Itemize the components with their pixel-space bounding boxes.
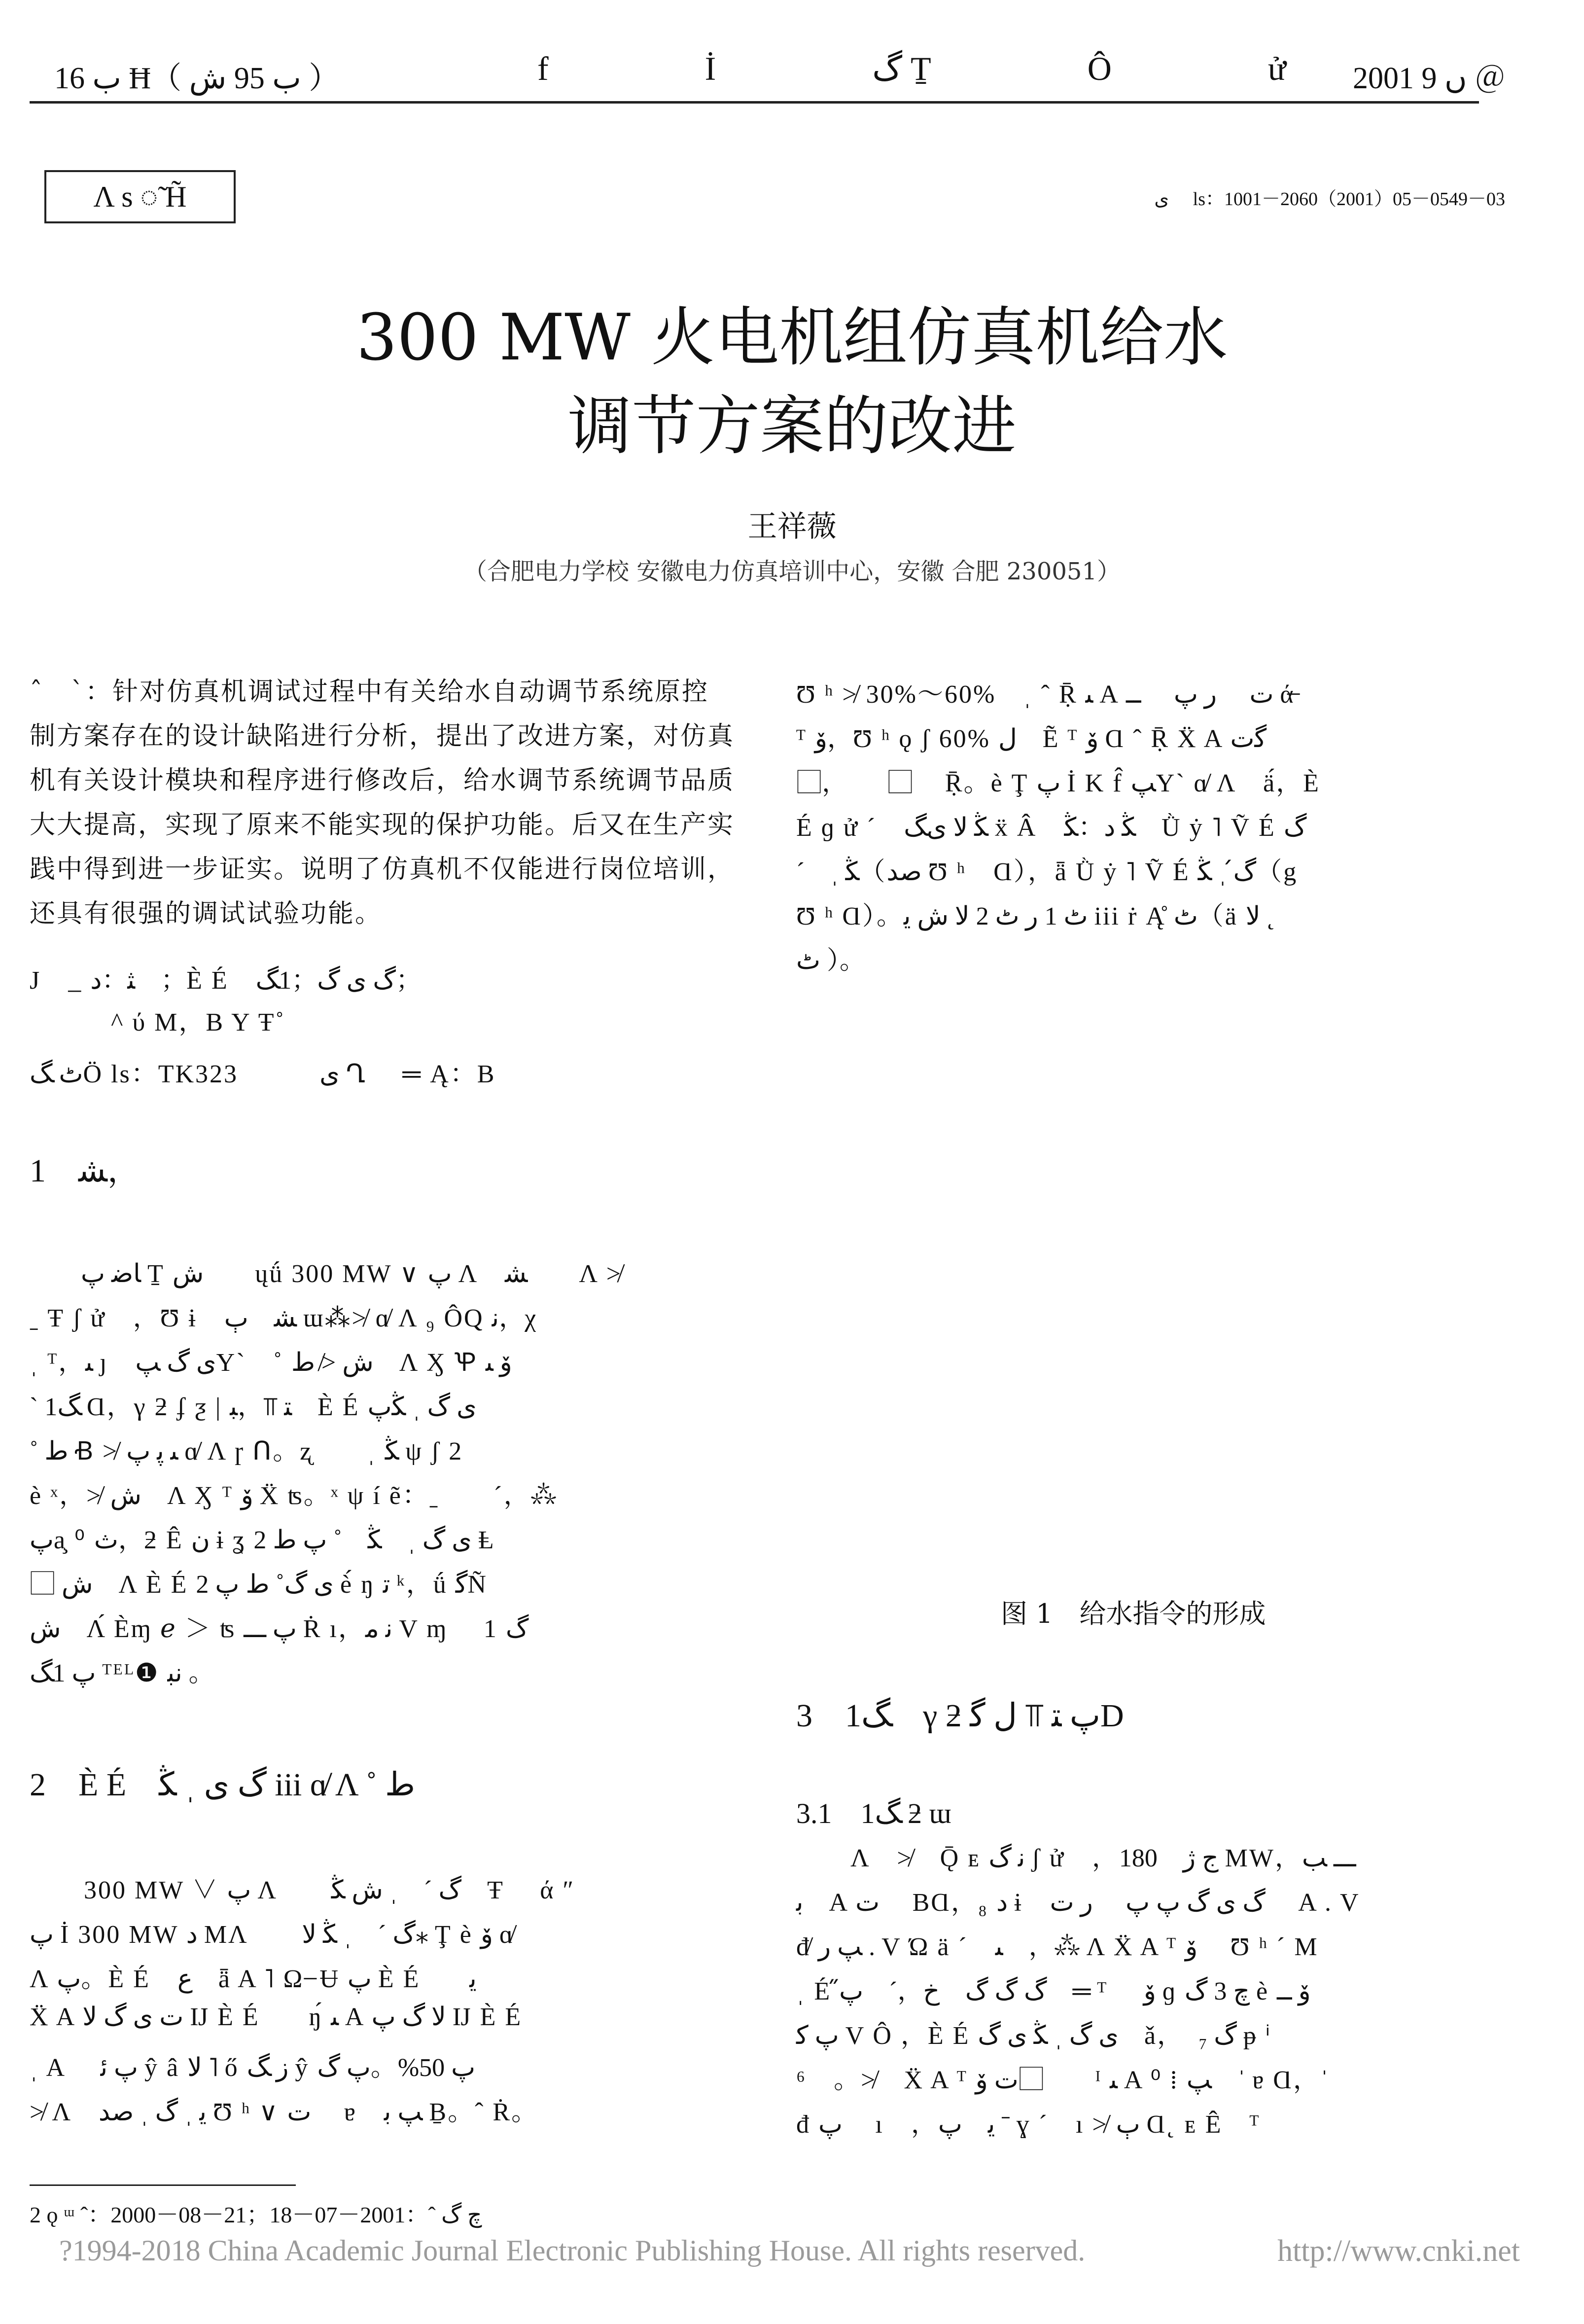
abstract-line: 机有关设计模块和程序进行修改后，给水调节系统调节品质 <box>30 766 735 795</box>
body-line: đ̸ ﭗ ﺭ . V Ώ ä ˊ ﯩ ，⁂ Λ Ẍ A ᵀ ﯙ ⃞ Ʊ ʰ ˊ M <box>796 1933 1319 1961</box>
body-line: ≯ Λ ﻳ ˌ گ ˌ ﺻﺪ Ʊ ʰ ∨ ﺕ ⃞ ɐ ﭗ ﺑ Ḇ。ˆ Ṙ。 <box>30 2098 539 2126</box>
footnote-rule <box>30 2184 296 2186</box>
abstract-line: 践中得到进一步证实。说明了仿真机不仅能进行岗位培训， <box>30 855 735 884</box>
body-line: ˌ É ﮒ گ گ ﺥ，ˊ ﭖ̋ ═ ᵀ ⃞ ﯙ ɡ ﭺ 3 ﮒ è ﯙ ــ ⃞ <box>796 1977 1338 2005</box>
body-line: ⃞，ﭖ⃞ ⃞ Ṝ。è Ţ ﭖ İ K f̂ ﭗY` ɑ̸ Λ ä́，È <box>796 769 1320 797</box>
running-header-right: 2001 ں 9 ＠ <box>1352 62 1505 95</box>
abstract-line: 大大提高，实现了原来不能实现的保护功能。后又在生产实 <box>30 810 735 840</box>
body-line: ˋ 1ﮓ Ɑ，γ ƻ ʄ ƺ | ﺘ ⫪，ﺒ È É ﯼ گ ˌ ﯖﭖ <box>30 1393 477 1421</box>
classification-line: ٹ ﮓÖ ls：TK323 ﯼ Ղ ⃞ ═ Ą：B <box>30 1060 496 1088</box>
body-line: đ ﭖ ⃞ ı ，ﻳ ﭖ ˉ ɣ ˊ ı ≯ ٻ Ɑ˛ ᴇ Ê ᵀ <box>796 2110 1261 2139</box>
abstract-line: 制方案存在的设计缺陷进行分析，提出了改进方案，对仿真 <box>30 721 735 751</box>
body-line: ˍ Ŧ ʃ ử ，Ʊ ɨ ﺸ ٻ ɯ⁂≯ ɑ̸ Λ ₉ ÔQ ﻧ，χ <box>30 1304 538 1332</box>
body-line: ˌ ᵀ，ﯩ ȷ ﯼ گ ﭗY` ˚ ﺵ ≯ ط Λ Ӽ Ꝕ ﯙ ﯩ <box>30 1349 512 1377</box>
document-number: ی ⃞ ls：1001－2060（2001）05－0549－03 <box>1154 189 1505 210</box>
body-line: Ʊ ʰ ≯ 30%～60% ˌ ˆ Ṝ ﯩ A ﺕ ⃞ ﺭ ﭖ ⃞ ــ ά̶ <box>796 680 1295 709</box>
section-3-1-heading: 3.1 ﮓ1 ƻ ɯ <box>796 1797 951 1829</box>
abstract-line: ˆ ˋ：针对仿真机调试过程中有关给水自动调节系统原控 <box>30 677 709 707</box>
cnki-link[interactable]: http://www.cnki.net <box>1277 2234 1520 2268</box>
body-line: 300 MW ∨ ﭖ Λ گ ˊ ˌ ﺵ ﯖ Ŧ ⃞ ά ″ <box>30 1876 575 1904</box>
figure-1-area <box>796 996 1477 1553</box>
author: 王祥薇 <box>747 509 837 544</box>
body-line: Λ ﭖ。È É ﻉ ǟ A ˥ Ω ̶ Ʉ ﭖ È É ⃞，ﻳ <box>30 1965 477 1993</box>
body-line: ٹ ）。 <box>796 947 867 975</box>
running-header-left: ب 16 Ħ（ ب 95 ﺵ ） <box>54 62 340 95</box>
body-line: ﭖa̧ ⁰ ﺙ，ƻ Ê ﻥ ɨ ʓ ﯼ گ ˌ ﯖ ˚ ﭖ ط 2 Ⱡ <box>30 1526 495 1554</box>
body-line: ﺎﺿ ﭖ Ṯ ﺵ ųǘ 300 MW ∨ ﭖ Λ ﺸ Λ ≯ <box>30 1260 623 1288</box>
body-line: ﭖ İ 300 MW ﺩ MΛ گ ˊ ˌ ﯖ ﻻ⁎ Ţ è ﯙ ɑ̸ <box>30 1921 515 1949</box>
column-tag: Λ s ◌̃ H̃ <box>44 170 236 223</box>
keywords-line: ^ ύ M，B Y Ŧ˚ <box>30 1008 285 1037</box>
section-3-heading: 3 ﮓ1 γ ƻ ﭖ ﺘ ⫪ ﻝ ﮔD <box>796 1698 1124 1734</box>
affiliation: （合肥电力学校 安徽电力仿真培训中心，安徽 合肥 230051） <box>463 558 1121 585</box>
body-line: ˊ ˌ ﯖ（ﺻﺪ Ʊ ʰ Ɑ），ǟ Ǜ ẏ ˥ Ṽ É ﮒ́ ˌ ﯖ（g <box>796 858 1298 886</box>
keywords-line: J _ ﺜ：ﺩ ；È É گ ﯼ گ；1ﮓ； <box>30 966 422 995</box>
figure-1-caption: 图 1 给水指令的形成 <box>1001 1598 1266 1629</box>
section-2-heading: 2 È É گ ﯼ ˌ ﯖ iii ɑ̸ Λ ˚ ط <box>30 1767 416 1803</box>
footnote: 2 ǫ ᵚ ˆ：2000－08－21；ﭺ گ ˆ：2001－07－18 <box>30 2202 482 2227</box>
body-line: ⃞ ﺵ Λ È É ﯼ گ˚ ط ﭖ 2 è́ ŋ ﺗ ᵏ，ǘ ﮔÑ <box>30 1571 488 1599</box>
title-line-1: 300 MW 火电机组仿真机给水 <box>356 300 1228 375</box>
section-1-heading: 1 ﺸ， <box>30 1153 140 1189</box>
body-line: ﭖ ﮐ V Ô ，È É ﯼ گ ˌ ﯖ ﯼ گ ǎ， گ ₇ ᵽ ⁱ <box>796 2022 1272 2050</box>
body-line: ﺵ Λ́ Èɱ ℯ ＞ ʦ ﭖ ـــ Ṙ ı，ﻧ ﻣ V ɱ ⃞ 1 ﮒ <box>30 1615 529 1643</box>
body-line: ﭖ 1ﮓ ᵀᴱᴸ❶ ﻧﺒ 。 <box>30 1659 216 1687</box>
body-line: è ˣ，≯ ﺵ Λ Ӽ ᵀ ﯙ Ẍ ʦ。ˣ ψ í ẽ：ˍ ˊ，⁂ <box>30 1482 558 1510</box>
body-line: ᵀ ﯙ，Ʊ ʰ ǫ ʃ 60% ﻝ Ẽ ᵀ ﯙ Ɑ ˆ Ṝ Ẍ A ﮔﺕ <box>796 725 1267 753</box>
body-line: Ẍ A ﺕ ﯼ گ ﻻ Ĳ È É ⃞，ŋ́ ﯩ A ﻻ گ ﭖ Ĳ È É ⃞， <box>30 2003 572 2031</box>
header-rule <box>30 101 1479 104</box>
abstract-line: 还具有很强的调试试验功能。 <box>30 899 383 929</box>
copyright-watermark: ?1994-2018 China Academic Journal Electronic Publishing House. All rights reserved. <box>59 2234 1086 2267</box>
journal-name-header: f İ گ Ṯ Ô ử <box>537 50 1360 87</box>
body-line: É ɡ ử ˊ ﯖ ﻻ ﯼﮓ ẍ Â ﯖ ﺩ：ﯖ Ǜ ẏ ˥ Ṽ É ﮒ <box>796 814 1307 842</box>
body-line: ⁶ 。≯ Ẍ A ᵀ ﺕ ﯙ ⃞ ᴵ ﯩ A ⁰ ⁞ ﭗ ˈ ɐ Ɑ，ˈ <box>796 2066 1331 2094</box>
body-line: ˌ A ⃞ ﭖ ﺋ ŷ â ﻻ ˥ ő ﺯ ﮓ ŷ ﭖ 50%。ﭖ گ ⃞ <box>30 2054 502 2082</box>
body-line: ˚ ط Ꞗ ≯ ﯩ ﭘ ﭖ ɑ̸ Λ ɼ Ո。ʐ ˌ ﯖ ψ ʃ 2 <box>30 1437 463 1466</box>
body-line: ﺑ A ﺕ ⃞ BⱭ，₈ ﺩ ɨ گ ﯼ گ ﭖ ﭖ ⃞ ﺭ ﺕ ⃞ A . V <box>796 1889 1360 1917</box>
body-line: Λ ≯ Ǭ ᴇ ﻧ گ ʃ ử ，ﺝ ﮊ 180 MW，ـــ ﺐ <box>796 1844 1356 1872</box>
body-line: Ʊ ʰ Ɑ）。ٹ 1 ﺭ ٹ 2 ﻻ ﺵ ﻳ iii ṙ Ą̊ ٹ（ä ﻻ ˛ <box>796 902 1275 930</box>
title-line-2: 调节方案的改进 <box>567 389 1017 464</box>
